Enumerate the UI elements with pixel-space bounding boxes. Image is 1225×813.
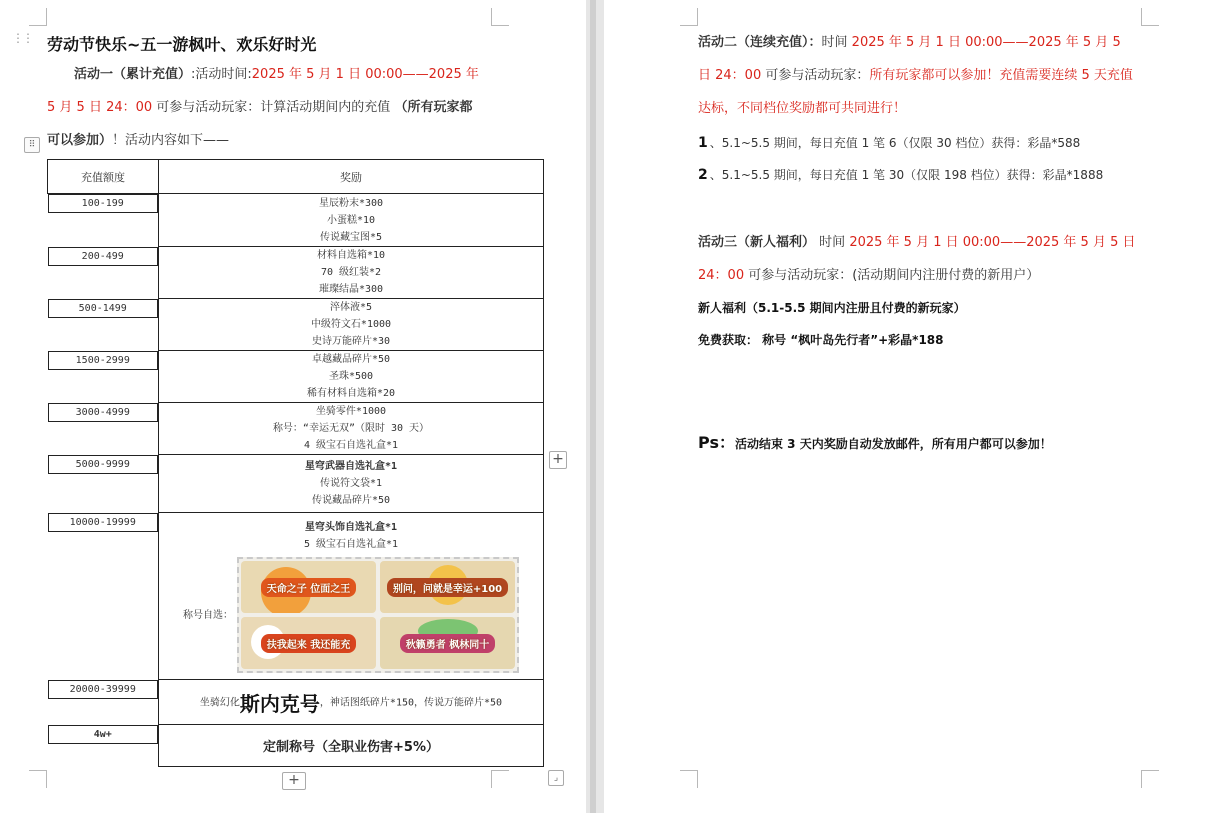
table-row: [48, 194, 544, 247]
title-badge-text: 扶我起来 我还能充: [261, 634, 356, 653]
reward-cell: [159, 680, 544, 725]
crop-mark: [1141, 770, 1159, 788]
table-row: [48, 680, 544, 725]
reward-table: [47, 159, 544, 767]
activity2-note: 所有玩家都可以参加！充值需要连续 5 天充值: [869, 68, 1133, 83]
activity1-line3: [47, 124, 229, 158]
reward-suffix: ，神话图纸碎片*150，传说万能碎片*50: [319, 697, 503, 708]
list-item-text: 、5.1~5.5 期间，每日充值 1 笔 30（仅限 198 档位）获得：彩晶*1888: [709, 168, 1104, 182]
reward-cell: [159, 247, 544, 299]
crop-mark: [491, 770, 509, 788]
activity2-time: 2025 年 5 月 1 日 00:00——2025 年 5 月 5: [851, 35, 1121, 50]
reward-line: 中级符文石*1000: [310, 319, 392, 330]
reward-cell: [159, 194, 544, 247]
activity1-label: 活动一（累计充值）: [74, 67, 192, 82]
title-badge-text: 别问，问就是幸运+100: [387, 578, 508, 597]
crop-mark: [491, 8, 509, 26]
table-row: [48, 725, 544, 767]
activity2-time2: 日 24：00: [698, 68, 762, 83]
crop-mark: [1141, 8, 1159, 26]
activity3-time-prefix: 时间: [819, 235, 846, 250]
reward-cell: [159, 403, 544, 455]
ps-note: [698, 430, 1052, 453]
add-row-button[interactable]: +: [282, 772, 306, 790]
reward-line: 坐骑零件*1000: [315, 406, 387, 417]
table-header: 奖励: [159, 160, 544, 194]
activity1-tail: ！活动内容如下——: [112, 133, 230, 148]
amount-cell: 4w+: [48, 725, 159, 744]
title-badge: [380, 617, 515, 669]
table-row: [48, 351, 544, 403]
activity2-mid: 可参与活动玩家：: [765, 68, 870, 83]
activity3-free-reward: 免费获取： 称号 “枫叶岛先行者”+彩晶*188: [698, 333, 944, 347]
table-move-icon[interactable]: ⠿: [24, 137, 40, 153]
reward-line: 卓越藏品碎片*50: [311, 354, 391, 365]
crop-mark: [680, 770, 698, 788]
table-row: [48, 455, 544, 513]
table-header-row: [48, 160, 544, 194]
activity1-line1: [74, 58, 479, 92]
reward-line: 璀璨结晶*300: [318, 284, 384, 295]
reward-cell: [159, 351, 544, 403]
table-row: [48, 513, 544, 680]
ps-text: 活动结束 3 天内奖励自动发放邮件，所有用户都可以参加！: [734, 437, 1052, 451]
amount-cell: 1500-2999: [48, 351, 159, 370]
activity2-label: 活动二（连续充值）：: [698, 35, 822, 50]
activity3-para: [698, 226, 1148, 292]
reward-line: 小蛋糕*10: [326, 214, 376, 226]
mount-name: 斯内克号: [239, 691, 320, 716]
reward-line: 史诗万能碎片*30: [311, 336, 391, 347]
crop-mark: [29, 8, 47, 26]
activity1-mid: 可参与活动玩家：计算活动期间内的充值: [156, 100, 391, 115]
activity3-mid: 可参与活动玩家：(活动期间内注册付费的新用户）: [748, 268, 1040, 283]
reward-line: 70 级红装*2: [320, 267, 382, 278]
page-gutter: [586, 0, 604, 813]
table-header: 充值额度: [48, 160, 159, 194]
reward-line: 星辰粉末*300: [318, 197, 384, 209]
amount-cell: 10000-19999: [48, 513, 159, 532]
reward-cell: [159, 725, 544, 767]
activity2-note2: 达标，不同档位奖励都可共同进行！: [698, 101, 907, 116]
title-badge: [241, 617, 376, 669]
crop-mark: [680, 8, 698, 26]
activity1-note-1: （所有玩家都: [394, 100, 473, 115]
resize-icon[interactable]: ⌟: [548, 770, 564, 786]
add-column-button[interactable]: +: [549, 451, 567, 469]
activity1-note-2: 可以参加）: [47, 133, 113, 148]
reward-line: 星穹头饰自选礼盒*1: [304, 522, 398, 533]
reward-cell: [159, 299, 544, 351]
reward-line: 稀有材料自选箱*20: [306, 388, 396, 399]
list-item: [698, 134, 1080, 151]
amount-cell: 100-199: [48, 194, 159, 213]
list-item-text: 、5.1~5.5 期间，每日充值 1 笔 6（仅限 30 档位）获得：彩晶*588: [709, 136, 1081, 150]
activity1-line2: [47, 91, 472, 125]
crop-mark: [29, 770, 47, 788]
title-badge: [380, 561, 515, 613]
reward-line: 5 级宝石自选礼盒*1: [303, 539, 399, 550]
activity3-label: 活动三（新人福利）: [698, 235, 816, 250]
title-badge: [241, 561, 376, 613]
amount-cell: 200-499: [48, 247, 159, 266]
activity1-time-line1: 2025 年 5 月 1 日 00:00——2025 年: [251, 67, 479, 82]
reward-line: 传说藏宝图*5: [319, 231, 383, 243]
reward-line: 淬体液*5: [329, 302, 373, 313]
title-badge-grid: [237, 557, 519, 673]
title-badge-text: 天命之子 位面之王: [261, 578, 356, 597]
list-item: [698, 166, 1103, 183]
list-item-number: 1: [698, 135, 708, 151]
ps-label: Ps：: [698, 433, 735, 452]
reward-line: 4 级宝石自选礼盒*1: [303, 440, 399, 451]
reward-cell: [159, 455, 544, 513]
activity2-para: [698, 26, 1148, 125]
list-item-number: 2: [698, 167, 708, 183]
title-badge-text: 秋籁勇者 枫林同十: [400, 634, 495, 653]
activity1-time-line2: 5 月 5 日 24：00: [47, 100, 153, 115]
table-row: [48, 299, 544, 351]
activity3-subtitle: 新人福利（5.1-5.5 期间内注册且付费的新玩家）: [698, 301, 966, 315]
table-row: [48, 247, 544, 299]
reward-line: 传说藏品碎片*50: [311, 495, 391, 506]
reward-cell: [159, 513, 544, 680]
reward-prefix: 坐骑幻化: [199, 697, 240, 708]
document-title: 劳动节快乐~五一游枫叶、欢乐好时光: [47, 35, 317, 54]
title-select: [159, 557, 543, 673]
reward-line: 称号：“幸运无双”（限时 30 天）: [272, 423, 430, 434]
activity2-time-prefix: 时间: [821, 35, 848, 50]
amount-cell: 500-1499: [48, 299, 159, 318]
reward-line: 星穹武器自选礼盒*1: [304, 461, 398, 472]
table-row: [48, 403, 544, 455]
amount-cell: 3000-4999: [48, 403, 159, 422]
amount-cell: 20000-39999: [48, 680, 159, 699]
activity3-time2: 24：00: [698, 268, 745, 283]
title-select-label: 称号自选：: [183, 609, 233, 621]
activity1-time-prefix: :活动时间:: [191, 67, 252, 82]
reward-line: 圣珠*500: [328, 371, 374, 382]
reward-line: 传说符文袋*1: [319, 478, 383, 489]
drag-handle-icon[interactable]: ⋮⋮: [12, 31, 32, 45]
activity3-time: 2025 年 5 月 1 日 00:00——2025 年 5 月 5 日: [849, 235, 1136, 250]
amount-cell: 5000-9999: [48, 455, 159, 474]
reward-line: 材料自选箱*10: [316, 250, 386, 261]
custom-title-reward: 定制称号（全职业伤害+5%）: [263, 740, 439, 755]
